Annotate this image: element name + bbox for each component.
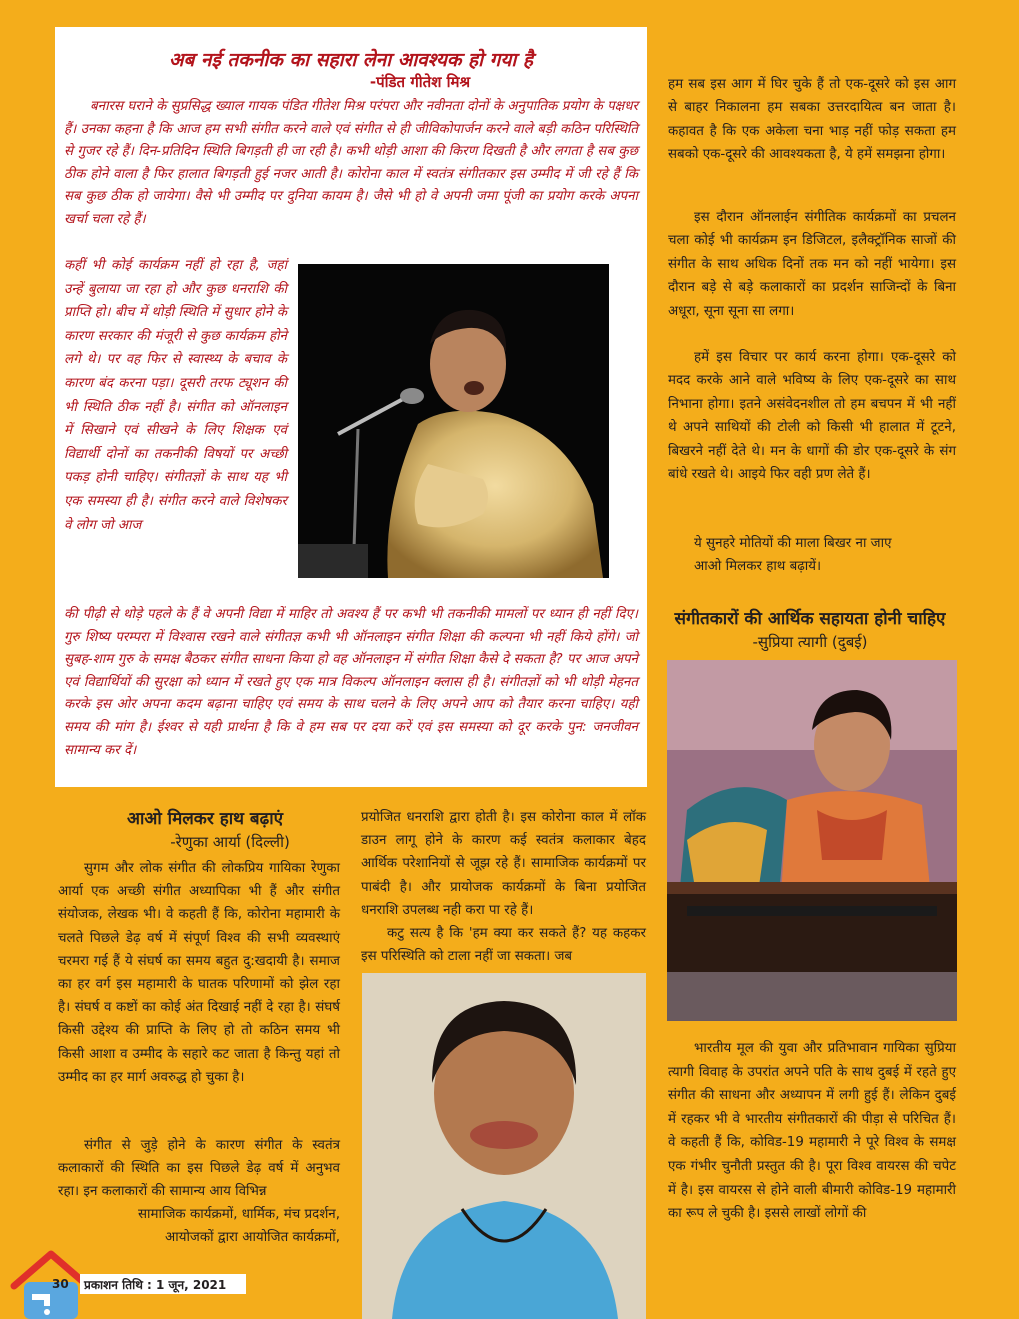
article-byline-gitesh: -पंडित गीतेश मिश्र [369, 73, 471, 91]
publish-date: प्रकाशन तिथि : 1 जून, 2021 [84, 1278, 227, 1292]
photo-renuka-arya [362, 973, 646, 1319]
photo-gitesh-mishra [298, 264, 609, 578]
article-byline-supriya: -सुप्रिया त्यागी (दुबई) [752, 633, 868, 651]
article-para-renuka-mid-2: कटु सत्य है कि 'हम क्या कर सकते हैं? यह कहकर इस परिस्थिति को टाला नहीं जा सकता। जब [361, 926, 646, 965]
right-para-3: हमें इस विचार पर कार्य करना होगा। एक-दूसरे को मदद करके आने वाले भविष्य के लिए एक-दूसरे का साथ निभाना होगा। इतने असंवेदनशील तो हम बचपन में भी नहीं थे अपने साथियों की टोली को किसी भी हालात में टूटने, बिखरने नहीं देते थे। मन के धागों की डोर एक-दूसरे के संग बांधे रखते थे। आइये फिर वही प्रण लेते हैं। [668, 350, 956, 483]
article-para-renuka-2: संगीत से जुड़े होने के कारण संगीत के स्वतंत्र कलाकारों की स्थिति का इस पिछले डेढ़ वर्ष में अनुभव रहा। इन कलाकारों की सामान्य आय विभिन्न [58, 1138, 340, 1200]
article-para-bottom: की पीढ़ी से थोड़े पहले के हैं वे अपनी विद्या में माहिर तो अवश्य हैं पर कभी भी तकनीकी मामलों पर ध्यान ही नहीं दिए। गुरु शिष्य परम्परा में विश्वास रखने वाले संगीतज्ञ कभी भी ऑनलाइन संगीत शिक्षा की कल्पना भी नहीं किये होंगे। जो सुबह-शाम गुरु के समक्ष बैठकर संगीत साधना किया हो वह ऑनलाइन में संगीत शिक्षा कैसे दे सकता है? पर आज अपने एवं विद्यार्थियों की सुरक्षा को ध्यान में रखते हुए एक मात्र विकल्प ऑनलाइन क्लास ही है। संगीतज्ञों को भी थोड़ी मेहनत करके इस ओर अपना कदम बढ़ाना चाहिए एवं समय के साथ चलने के लिए अपने आप को तैयार करना चाहिए। यही समय की मांग है। ईश्वर से यही प्रार्थना है कि वे हम सब पर दया करें एवं इस समस्या को दूर करके पुन: जनजीवन सामान्य कर दें। [64, 607, 638, 758]
photo-supriya-tyagi [667, 660, 957, 1021]
article-title-supriya: संगीतकारों की आर्थिक सहायता होनी चाहिए [674, 609, 946, 629]
article-title-gitesh: अब नई तकनीक का सहारा लेना आवश्यक हो गया है [168, 49, 534, 71]
article-para-top: बनारस घराने के सुप्रसिद्ध ख्याल गायक पंडित गीतेश मिश्र परंपरा और नवीनता दोनों के अनुपातिक प्रयोग के पक्षधर हैं। उनका कहना है कि आज हम सभी संगीत करने वाले एवं संगीत से ही जीविकोपार्जन करने वाले बड़ी कठिन परिस्थिति से गुजर रहे हैं। दिन-प्रतिदिन स्थिति बिगड़ती ही जा रही है। कभी थोड़ी आशा की किरण दिखती है और लगता है सब कुछ ठीक होने वाला है फिर हालात बिगड़ती हुई नजर आती है। कोरोना काल में स्वतंत्र संगीतकार इस उम्मीद में जी रहे हैं कि सब कुछ ठीक हो जायेगा। वैसे भी उम्मीद पर दुनिया कायम है। जैसे भी हो वे अपनी जमा पूंजी का प्रयोग करके अपना खर्चा चला रहे हैं। [64, 99, 638, 227]
right-para-2: इस दौरान ऑनलाईन संगीतिक कार्यक्रमों का प्रचलन चला कोई भी कार्यक्रम इन डिजिटल, इलैक्ट्रॉनिक साजों की संगीत के साथ अधिक दिनों तक मन को नहीं भायेगा। इस दौरान बड़े से बड़े कलाकारों का प्रदर्शन साजिन्दों के बिना अधूरा, सूना सूना सा लगा। [668, 210, 956, 319]
page-number: 30 [52, 1277, 69, 1291]
article-para-supriya: भारतीय मूल की युवा और प्रतिभावान गायिका सुप्रिया त्यागी विवाह के उपरांत अपने पति के साथ दुबई में रहते हुए संगीत की साधना और अध्यापन में लगी हुई हैं। लेकिन दुबई में रहकर भी वे भारतीय संगीतकारों की पीड़ा से परिचित हैं। वे कहती हैं कि, कोविड-19 महामारी ने पूरे विश्व के समक्ष एक गंभीर चुनौती प्रस्तुत की है। पूरा विश्व वायरस की चपेट में है। इस वायरस से होने वाली बीमारी कोविड-19 महामारी का रूप ले चुकी है। इससे लाखों लोगों की [668, 1041, 956, 1222]
right-para-1: हम सब इस आग में घिर चुके हैं तो एक-दूसरे को इस आग से बाहर निकालना हम सबका उत्तरदायित्व बन जाता है। कहावत है कि एक अकेला चना भाड़ नहीं फोड़ सकता हम सबको एक-दूसरे की आवश्यकता है, ये हमें समझना होगा। [668, 77, 956, 163]
article-para-renuka-mid-1: प्रयोजित धनराशि द्वारा होती है। इस कोरोना काल में लॉक डाउन लागू होने के कारण कई स्वतंत्र कलाकार बेहद आर्थिक परेशानियों से जूझ रहे हैं। सामाजिक कार्यक्रमों पर पाबंदी है। और प्रायोजक कार्यक्रमों के बिना प्रयोजित धनराशि उपलब्ध नही करा पा रहे हैं। [361, 810, 646, 918]
article-byline-renuka: -रेणुका आर्या (दिल्ली) [170, 833, 290, 851]
poem-line-2: आओ मिलकर हाथ बढ़ायें। [694, 559, 822, 574]
article-para-left: कहीं भी कोई कार्यक्रम नहीं हो रहा है, जहां उन्हें बुलाया जा रहा हो और कुछ धनराशि की प्राप्ति हो। बीच में थोड़ी स्थिति में सुधार होने के कारण सरकार की मंजूरी से कुछ कार्यक्रम होने लगे थे। पर वह फिर से स्वास्थ्य के बचाव के कारण बंद करना पड़ा। दूसरी तरफ ट्यूशन की भी स्थिति ठीक नहीं है। संगीत को ऑनलाइन में सिखाने एवं सीखने के लिए शिक्षक एवं विद्यार्थी दोनों का तकनीकी विषयों पर अच्छी पकड़ होनी चाहिए। संगीतज्ञों के साथ यह भी एक समस्या ही है। संगीत करने वाले विशेषकर वे लोग जो आज [64, 258, 287, 533]
poem-line-1: ये सुनहरे मोतियों की माला बिखर ना जाए [694, 536, 892, 551]
article-title-renuka: आओ मिलकर हाथ बढ़ाएं [127, 809, 283, 829]
article-para-renuka-2b: सामाजिक कार्यक्रमों, धार्मिक, मंच प्रदर्शन, [138, 1207, 340, 1222]
article-para-renuka-2c: आयोजकों द्वारा आयोजित कार्यक्रमों, [165, 1230, 340, 1245]
publish-date-banner [80, 1274, 246, 1294]
article-para-renuka-1: सुगम और लोक संगीत की लोकप्रिय गायिका रेणुका आर्या एक अच्छी संगीत अध्यापिका भी हैं और संगीत संयोजक, लेखक भी। वे कहती हैं कि, कोरोना महामारी के चलते पिछले डेढ़ वर्ष में संपूर्ण विश्व की सभी व्यवस्थाएं चरमरा गई हैं ये संघर्ष का समय बहुत दु:खदायी है। समाज का हर वर्ग इस महामारी के घातक परिणामों को झेल रहा है। संघर्ष व कष्टों का कोई अंत दिखाई नहीं दे रहा है। संघर्ष किसी उद्देश्य की प्राप्ति के लिए हो तो कठिन समय भी किसी आशा व उम्मीद के सहारे कट जाता है किन्तु यहां तो उम्मीद का हर मार्ग अवरुद्ध हो चुका है। [58, 861, 340, 1085]
